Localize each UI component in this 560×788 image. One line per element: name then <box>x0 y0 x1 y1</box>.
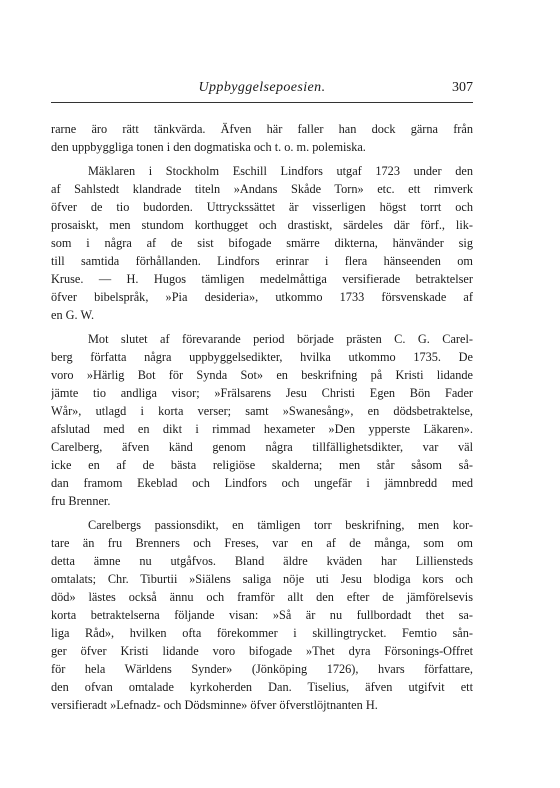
text-line: en G. W. <box>51 308 95 322</box>
text-line: tare än fru Brenners och Freses, var en af de många, som om <box>51 536 473 550</box>
text-line: voro »Härlig Bot för Synda Sot» en beskrifning på Kristi lidande <box>51 368 473 382</box>
text-line: som i några af de sist bifogade smärre dikterna, hänvänder sig <box>51 236 473 250</box>
text-line: Kruse. — H. Hugos tämligen medelmåttiga versifierade betraktelser <box>51 272 473 286</box>
paragraph <box>51 162 473 324</box>
page-number: 307 <box>452 80 473 95</box>
text-line: afslutad med en dikt i rimmad hexameter »Den ypperste Läkaren». <box>51 422 473 436</box>
text-line: Carelbergs passionsdikt, en tämligen torr beskrifning, men kor- <box>88 518 473 532</box>
text-line: den ofvan omtalade kyrkoherden Dan. Tiselius, äfven utgifvit ett <box>51 680 473 694</box>
text-line: för hela Wärldens Synder» (Jönköping 1726), hvars författare, <box>51 662 473 676</box>
text-line: den uppbyggliga tonen i den dogmatiska och t. o. m. polemiska. <box>51 140 366 154</box>
running-title: Uppbyggelsepoesien. <box>198 80 326 95</box>
text-line: prosaiskt, men stundom korthugget och drastiskt, särdeles där förf., lik- <box>51 218 473 232</box>
paragraph <box>51 120 473 156</box>
text-line: dan framom Ekeblad och Lindfors och ungefär i jämnbredd med <box>51 476 473 490</box>
page-header <box>51 80 473 100</box>
header-rule <box>51 102 473 103</box>
text-line: öfver bibelspråk, »Pia desideria», utkommo 1733 försvenskade af <box>51 290 473 304</box>
text-line: korta betraktelserna följande visan: »Så är nu fullbordadt thet sa- <box>51 608 473 622</box>
text-line: ger öfver Kristi lidande voro bifogade »Thet dyra Försonings-Offret <box>51 644 473 658</box>
paragraph <box>51 516 473 714</box>
text-line: Wår», utlagd i korta verser; samt »Swanesång», en dödsbetraktelse, <box>51 404 473 418</box>
text-line: till samtida förhållanden. Lindfors erinrar i flera hänseenden om <box>51 254 473 268</box>
paragraph <box>51 330 473 510</box>
text-line: af Sahlstedt klandrade titeln »Andans Skåde Torn» etc. ett rimverk <box>51 182 473 196</box>
text-line: död» lästes också ännu och framför allt den efter de jämförelsevis <box>51 590 473 604</box>
text-line: rarne äro rätt tänkvärda. Äfven här faller han dock gärna från <box>51 122 473 136</box>
text-line: liga Råd», hvilken ofta förekommer i skillingtrycket. Femtio sån- <box>51 626 473 640</box>
book-page <box>51 80 473 712</box>
text-line: fru Brenner. <box>51 494 111 508</box>
text-line: berg författa några uppbyggelsedikter, hvilka utkommo 1735. De <box>51 350 473 364</box>
text-line: jämte tio andliga visor; »Frälsarens Jesu Christi Egen Bön Fader <box>51 386 473 400</box>
text-line: Mot slutet af förevarande period började prästen C. G. Carel- <box>88 332 473 346</box>
text-line: Mäklaren i Stockholm Eschill Lindfors utgaf 1723 under den <box>88 164 473 178</box>
body-text <box>51 120 473 714</box>
text-line: versifieradt »Lefnadz- och Dödsminne» öfver öfverstlöjtnanten H. <box>51 698 378 712</box>
text-line: Carelberg, äfven känd genom några tillfällighetsdikter, var väl <box>51 440 473 454</box>
text-line: icke en af de bästa religiöse skalderna; men står såsom så- <box>51 458 473 472</box>
text-line: detta ämne nu utgåfvos. Bland äldre kväden har Lilliensteds <box>51 554 473 568</box>
text-line: omtalats; Chr. Tiburtii »Siälens saliga nöje uti Jesu blodiga kors och <box>51 572 473 586</box>
text-line: öfver de tio budorden. Uttryckssättet är visserligen högst torrt och <box>51 200 473 214</box>
